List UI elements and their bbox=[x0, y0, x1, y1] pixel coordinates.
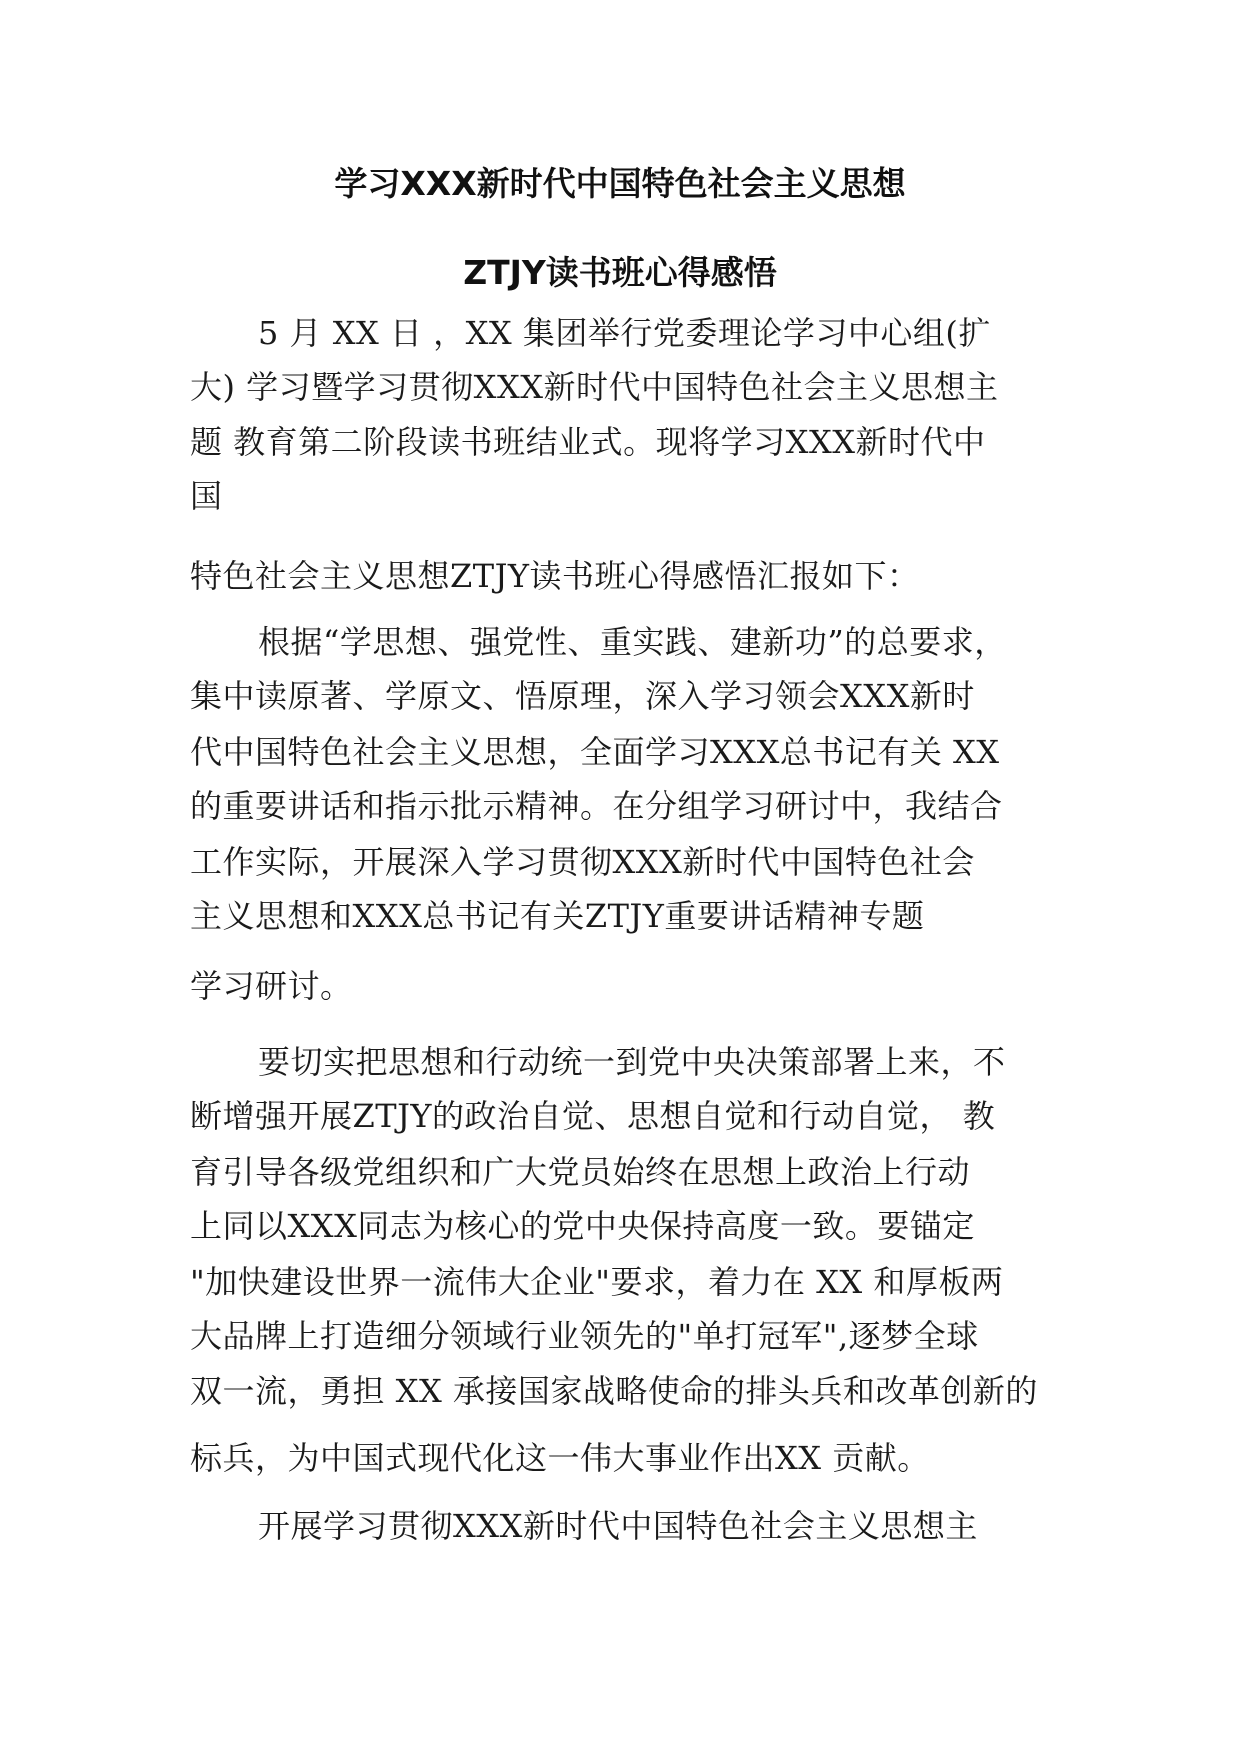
paragraph-line: 题 教育第二阶段读书班结业式。现将学习XXX新时代中 bbox=[190, 423, 986, 461]
paragraph-line: 开展学习贯彻XXX新时代中国特色社会主义思想主 bbox=[258, 1507, 978, 1545]
paragraph-line: "加快建设世界一流伟大企业"要求，着力在 XX 和厚板两 bbox=[190, 1263, 1004, 1301]
paragraph-line: 根据“学思想、强党性、重实践、建新功”的总要求， bbox=[258, 623, 1007, 661]
paragraph-line: 代中国特色社会主义思想，全面学习XXX总书记有关 XX bbox=[190, 733, 1000, 771]
document-title: 学习XXX新时代中国特色社会主义思想 bbox=[334, 164, 906, 203]
paragraph-line: 集中读原著、学原文、悟原理，深入学习领会XXX新时 bbox=[190, 677, 975, 715]
paragraph-line: 5 月 XX 日 ，XX 集团举行党委理论学习中心组(扩 bbox=[258, 314, 991, 352]
paragraph-line: 标兵，为中国式现代化这一伟大事业作出XX 贡献。 bbox=[190, 1439, 930, 1477]
paragraph-line: 大品牌上打造细分领域行业领先的"单打冠军",逐梦全球 bbox=[190, 1317, 979, 1355]
paragraph-line: 上同以XXX同志为核心的党中央保持高度一致。要锚定 bbox=[190, 1207, 975, 1245]
paragraph-line: 双一流，勇担 XX 承接国家战略使命的排头兵和改革创新的 bbox=[190, 1372, 1038, 1410]
paragraph-line: 大) 学习暨学习贯彻XXX新时代中国特色社会主义思想主 bbox=[190, 368, 999, 406]
paragraph-line: 的重要讲话和指示批示精神。在分组学习研讨中，我结合 bbox=[190, 787, 1003, 825]
paragraph-line: 要切实把思想和行动统一到党中央决策部署上来，不 bbox=[258, 1043, 1006, 1081]
paragraph-line: 工作实际，开展深入学习贯彻XXX新时代中国特色社会 bbox=[190, 843, 975, 881]
paragraph-line: 育引导各级党组织和广大党员始终在思想上政治上行动 bbox=[190, 1153, 971, 1191]
paragraph-line: 特色社会主义思想ZTJY读书班心得感悟汇报如下： bbox=[190, 557, 920, 595]
paragraph-line: 学习研讨。 bbox=[190, 967, 353, 1005]
document-subtitle: ZTJY读书班心得感悟 bbox=[463, 253, 777, 292]
paragraph-line: 断增强开展ZTJY的政治自觉、思想自觉和行动自觉， 教 bbox=[190, 1097, 996, 1135]
paragraph-line: 国 bbox=[190, 477, 223, 515]
paragraph-line: 主义思想和XXX总书记有关ZTJY重要讲话精神专题 bbox=[190, 897, 925, 935]
